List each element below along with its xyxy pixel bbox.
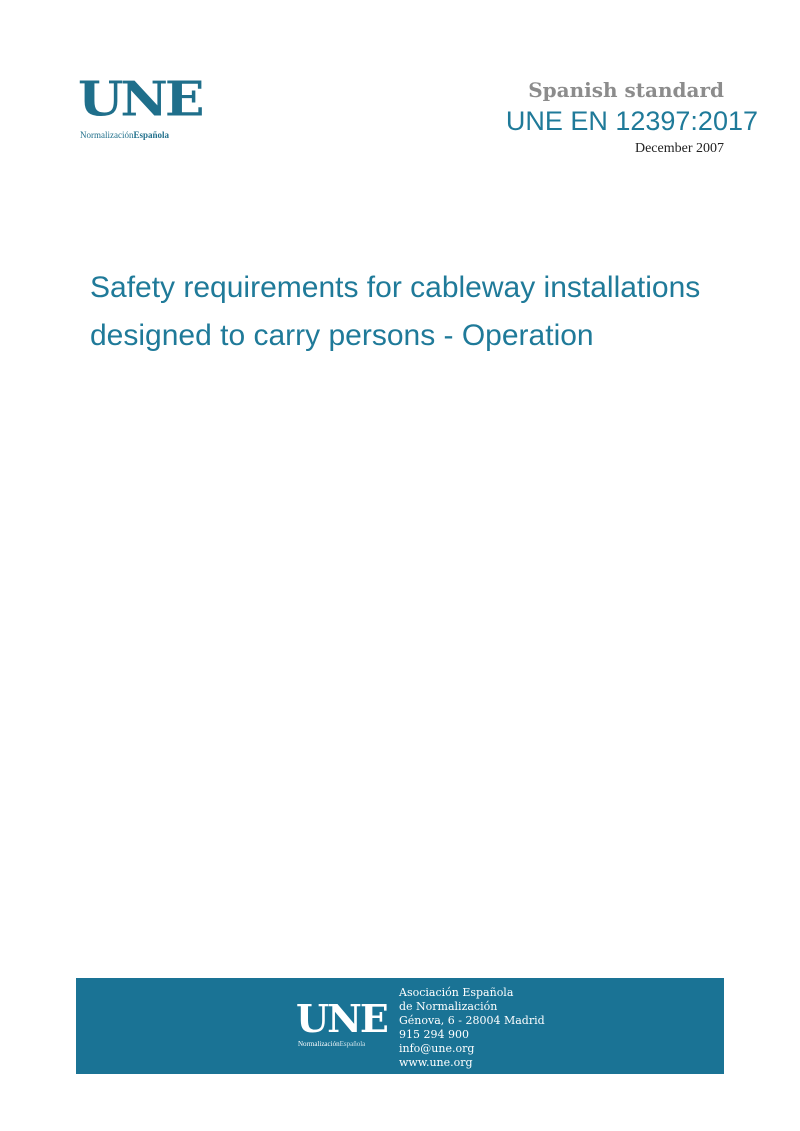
une-logo-mark: UNE: [78, 71, 202, 128]
logo-sub-normalizacion: Normalización: [80, 130, 134, 140]
document-header: [458, 76, 758, 160]
une-logo-subtitle: [80, 130, 169, 140]
une-logo: [78, 71, 202, 144]
title-line-2: designed to carry persons - Operation: [90, 319, 594, 352]
title-line-1: Safety requirements for cableway installations: [90, 271, 701, 304]
footer-logo-sub-normalizacion: Normalización: [298, 1040, 340, 1048]
org-website-link[interactable]: www.une.org: [399, 1056, 473, 1069]
logo-sub-espanola: Española: [133, 130, 170, 140]
document-date: December 2007: [634, 141, 724, 156]
footer-logo-mark: UNE: [296, 996, 387, 1041]
contact-block: [399, 986, 545, 1070]
document-code: UNE EN 12397:2017: [505, 106, 758, 136]
org-phone: 915 294 900: [399, 1028, 469, 1041]
org-address: Génova, 6 - 28004 Madrid: [399, 1014, 545, 1027]
document-title: [90, 264, 780, 360]
footer-logo-sub-espanola: Española: [339, 1040, 366, 1048]
footer-band: [76, 978, 724, 1074]
footer-une-logo: [296, 996, 387, 1050]
org-name-line-2: de Normalización: [399, 1000, 498, 1013]
org-email-link[interactable]: info@une.org: [399, 1042, 475, 1055]
document-kind: Spanish standard: [528, 78, 724, 102]
org-name-line-1: Asociación Española: [399, 986, 514, 999]
footer-logo-subtitle: [298, 1040, 365, 1048]
